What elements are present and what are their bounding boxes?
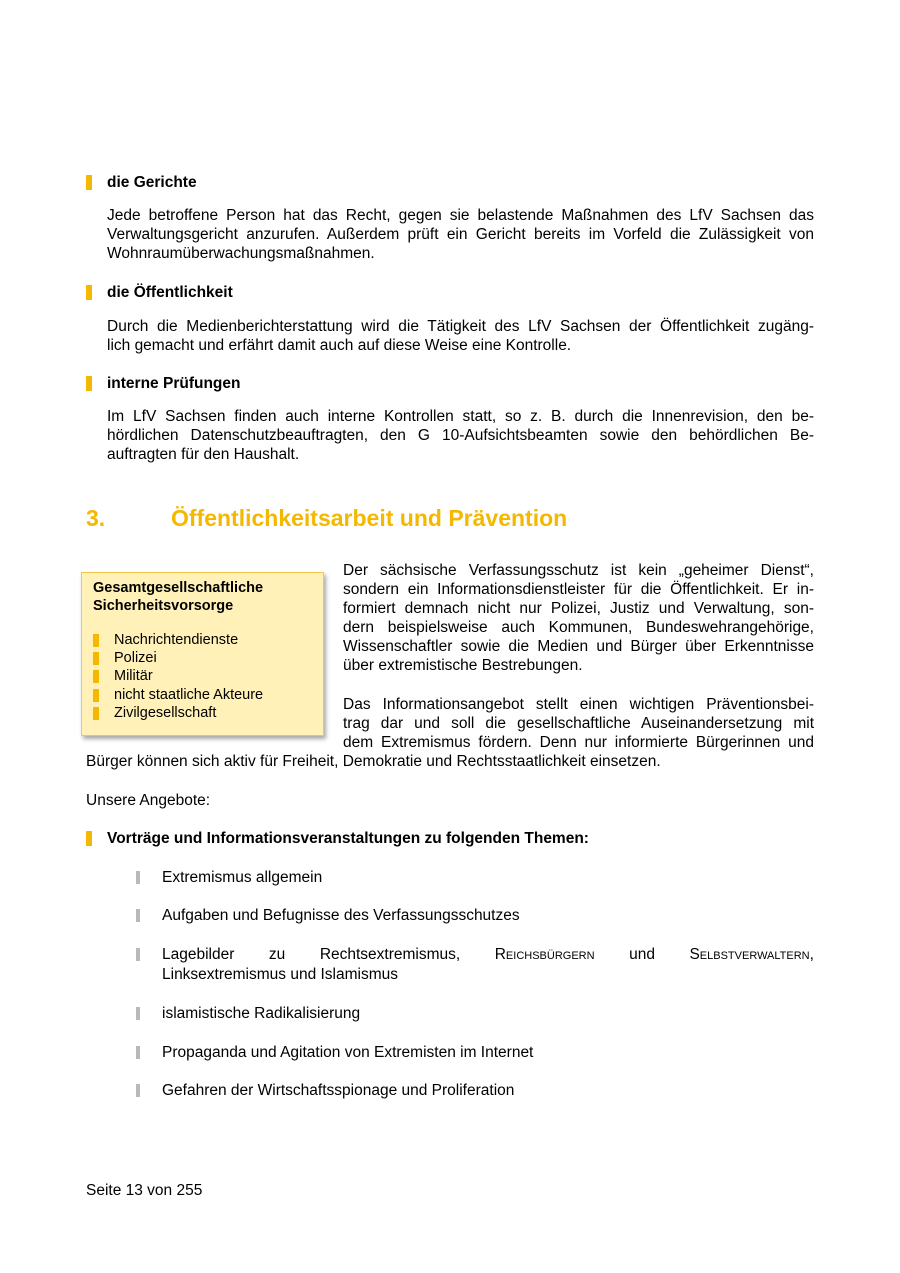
offers-heading: Vorträge und Informationsveranstaltungen zu folgenden Themen: bbox=[107, 830, 589, 847]
bullet-marker bbox=[86, 376, 92, 391]
bullet-marker bbox=[86, 175, 92, 190]
intro-line: Das Informationsangebot stellt einen wichtigen Präventionsbei- bbox=[343, 696, 814, 713]
section-title: Öffentlichkeitsarbeit und Prävention bbox=[171, 505, 568, 531]
bullet-marker bbox=[93, 670, 99, 683]
topic-item: islamistische Radikalisierung bbox=[162, 1005, 361, 1022]
intro-line: sondern ein Informationsdienstleister für die Öffentlichkeit. Er in- bbox=[343, 581, 814, 598]
paragraph-gerichte bbox=[107, 206, 814, 263]
bullet-marker bbox=[93, 689, 99, 702]
intro-line: formiert demnach nicht nur Polizei, Justiz und Verwaltung, son- bbox=[343, 600, 814, 617]
text-line: Im LfV Sachsen finden auch interne Kontrollen statt, so z. B. durch die Innenrevision, den be- bbox=[107, 408, 814, 425]
sidebox-title bbox=[93, 579, 313, 615]
intro-line: Wissenschaftler sowie die Medien und Bürger über Erkenntnisse bbox=[343, 638, 814, 655]
topic-item: Aufgaben und Befugnisse des Verfassungsschutzes bbox=[162, 907, 520, 924]
topic-word: Rechtsextremismus, bbox=[319, 946, 461, 963]
intro-line: trag dar und soll die gesellschaftliche Auseinandersetzung mit bbox=[343, 715, 814, 732]
bullet-marker bbox=[86, 285, 92, 300]
sidebox-item: Nachrichtendienste bbox=[114, 632, 239, 648]
bullet-marker bbox=[93, 707, 99, 720]
topic-item bbox=[162, 945, 814, 964]
bullet-marker bbox=[93, 634, 99, 647]
text-line: auftragten für den Haushalt. bbox=[107, 446, 300, 463]
heading-interne-pruefungen: interne Prüfungen bbox=[107, 375, 241, 392]
text-line: Durch die Medienberichterstattung wird die Tätigkeit des LfV Sachsen der Öffentlichkeit zugäng- bbox=[107, 318, 814, 335]
sub-bullet-marker bbox=[136, 871, 140, 884]
sidebox-title-line: Gesamtgesellschaftliche bbox=[93, 580, 264, 596]
topic-word: und bbox=[629, 946, 655, 963]
sub-bullet-marker bbox=[136, 1046, 140, 1059]
topic-word: Lagebilder bbox=[162, 946, 235, 963]
sub-bullet-marker bbox=[136, 1084, 140, 1097]
text-line: Jede betroffene Person hat das Recht, gegen sie belastende Maßnahmen des LfV Sachsen das bbox=[107, 207, 814, 224]
bullet-marker bbox=[93, 652, 99, 665]
sidebox-item: Militär bbox=[114, 668, 153, 684]
sub-bullet-marker bbox=[136, 909, 140, 922]
text-line: hördlichen Datenschutzbeauftragten, den G 10-Aufsichtsbeamten sowie den behördlichen Be- bbox=[107, 427, 814, 444]
sidebox-title-line: Sicherheitsvorsorge bbox=[93, 598, 234, 614]
sidebox-item: Polizei bbox=[114, 650, 157, 666]
intro-line: dern beispielsweise auch Kommunen, Bundeswehrangehörige, bbox=[343, 619, 814, 636]
section-number: 3. bbox=[86, 505, 106, 531]
sidebox-item: nicht staatliche Akteure bbox=[114, 687, 264, 703]
topic-item: Extremismus allgemein bbox=[162, 869, 323, 886]
heading-oeffentlichkeit: die Öffentlichkeit bbox=[107, 284, 233, 301]
bullet-marker bbox=[86, 831, 92, 846]
text-line: Wohnraumüberwachungsmaßnahmen. bbox=[107, 245, 375, 262]
topic-item-continued: Linksextremismus und Islamismus bbox=[162, 966, 399, 983]
sub-bullet-marker bbox=[136, 948, 140, 961]
topic-word: Reichsbürgern bbox=[494, 946, 595, 963]
topic-item: Propaganda und Agitation von Extremisten im Internet bbox=[162, 1044, 534, 1061]
sidebox-item: Zivilgesellschaft bbox=[114, 705, 217, 721]
text-line: Verwaltungsgericht anzurufen. Außerdem prüft ein Gericht bereits im Vorfeld die Zulässigkeit von bbox=[107, 226, 814, 243]
info-sidebox bbox=[81, 572, 324, 736]
topic-word: Selbstverwaltern, bbox=[689, 946, 814, 963]
heading-gerichte: die Gerichte bbox=[107, 174, 197, 191]
paragraph-oeffentlichkeit bbox=[107, 317, 814, 355]
intro-line: über extremistische Bestrebungen. bbox=[343, 657, 583, 674]
text-line: lich gemacht und erfährt damit auch auf diese Weise eine Kontrolle. bbox=[107, 337, 572, 354]
topic-item: Gefahren der Wirtschaftsspionage und Proliferation bbox=[162, 1082, 515, 1099]
intro-line: dem Extremismus fördern. Denn nur informierte Bürgerinnen und bbox=[343, 734, 814, 751]
intro-line: Der sächsische Verfassungsschutz ist kein „geheimer Dienst“, bbox=[343, 562, 814, 579]
paragraph-interne-pruefungen bbox=[107, 407, 814, 464]
sub-bullet-marker bbox=[136, 1007, 140, 1020]
offers-label: Unsere Angebote: bbox=[86, 792, 211, 809]
topic-word: zu bbox=[268, 946, 286, 963]
intro-line: Bürger können sich aktiv für Freiheit, Demokratie und Rechtsstaatlichkeit einsetzen. bbox=[86, 753, 661, 770]
page-number: Seite 13 von 255 bbox=[86, 1182, 203, 1199]
